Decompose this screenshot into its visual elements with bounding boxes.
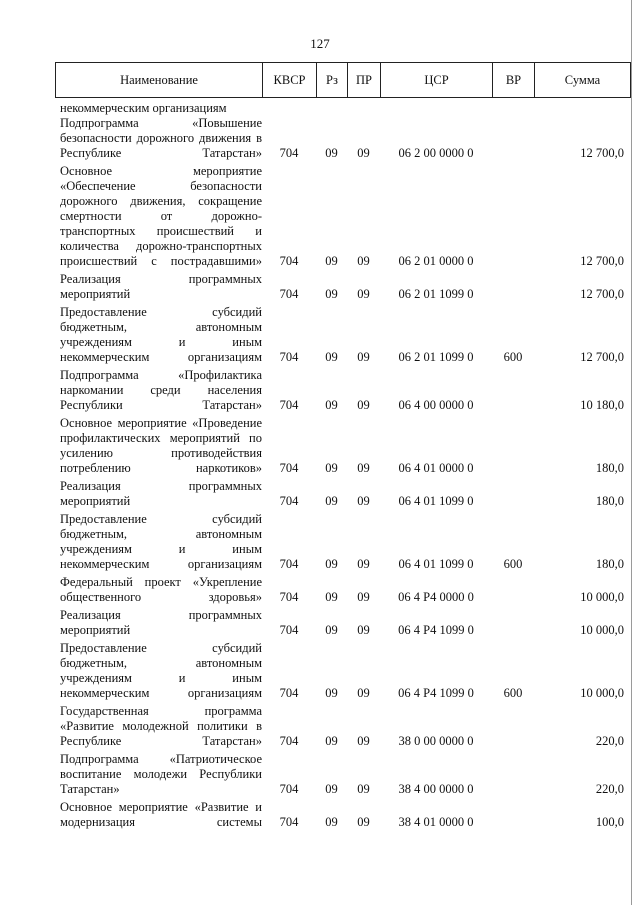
row-pr: 09 [357, 782, 370, 796]
table-row [55, 368, 630, 413]
table-row [55, 512, 630, 572]
header-csr: ЦСР [381, 63, 493, 98]
header-rz: Рз [317, 63, 348, 98]
row-rz: 09 [325, 686, 338, 700]
row-rz: 09 [325, 557, 338, 571]
row-pr: 09 [357, 686, 370, 700]
row-name: Реализация программных мероприятий [60, 272, 262, 301]
header-vr: ВР [493, 63, 535, 98]
row-name: Реализация программных мероприятий [60, 608, 262, 637]
row-kvsr: 704 [279, 734, 299, 748]
row-csr: 06 2 01 1099 0 [398, 287, 474, 301]
row-pr: 09 [357, 398, 370, 412]
row-rz: 09 [325, 494, 338, 508]
row-rz: 09 [325, 287, 338, 301]
row-pr: 09 [357, 557, 370, 571]
row-name: Предоставление субсидий бюджетным, автономным учреждениям и иным некоммерческим организациям [60, 305, 262, 364]
table-row [55, 704, 630, 749]
row-name: Основное мероприятие «Развитие и модернизация системы [60, 800, 262, 829]
row-sum: 220,0 [595, 782, 624, 796]
row-csr: 06 4 Р4 1099 0 [398, 623, 474, 637]
row-sum: 12 700,0 [580, 350, 624, 364]
row-kvsr: 704 [279, 398, 299, 412]
table-row [55, 641, 630, 701]
row-name: Федеральный проект «Укрепление общественного здоровья» [60, 575, 262, 604]
row-kvsr: 704 [279, 782, 299, 796]
row-kvsr: 704 [279, 146, 299, 160]
row-csr: 06 4 01 0000 0 [398, 461, 474, 475]
row-kvsr: 704 [279, 686, 299, 700]
row-pr: 09 [357, 350, 370, 364]
table-row [55, 752, 630, 797]
row-rz: 09 [325, 350, 338, 364]
table-row [55, 608, 630, 638]
row-vr: 600 [503, 350, 523, 364]
row-csr: 06 4 Р4 1099 0 [398, 686, 474, 700]
row-pr: 09 [357, 590, 370, 604]
row-rz: 09 [325, 146, 338, 160]
row-rz: 09 [325, 734, 338, 748]
row-rz: 09 [325, 590, 338, 604]
page-edge-rule [631, 0, 632, 905]
row-name: Подпрограмма «Профилактика наркомании среди населения Республики Татарстан» [60, 368, 262, 412]
row-sum: 180,0 [595, 557, 624, 571]
row-name: некоммерческим организациям [60, 101, 227, 115]
row-kvsr: 704 [279, 287, 299, 301]
table-row [55, 305, 630, 365]
row-name: Реализация программных мероприятий [60, 479, 262, 508]
table-body [55, 101, 630, 833]
row-csr: 38 4 00 0000 0 [398, 782, 474, 796]
row-kvsr: 704 [279, 623, 299, 637]
row-rz: 09 [325, 623, 338, 637]
row-sum: 10 180,0 [580, 398, 624, 412]
row-csr: 06 2 01 1099 0 [398, 350, 474, 364]
row-sum: 180,0 [595, 461, 624, 475]
row-vr: 600 [503, 557, 523, 571]
row-pr: 09 [357, 623, 370, 637]
row-pr: 09 [357, 254, 370, 268]
row-rz: 09 [325, 398, 338, 412]
row-sum: 12 700,0 [580, 254, 624, 268]
table-row [55, 272, 630, 302]
row-rz: 09 [325, 461, 338, 475]
table-row [55, 101, 630, 116]
row-rz: 09 [325, 815, 338, 829]
row-sum: 100,0 [595, 815, 624, 829]
table-row [55, 575, 630, 605]
row-sum: 220,0 [595, 734, 624, 748]
header-kvsr: КВСР [263, 63, 317, 98]
header-pr: ПР [348, 63, 381, 98]
row-kvsr: 704 [279, 254, 299, 268]
row-kvsr: 704 [279, 815, 299, 829]
row-name: Государственная программа «Развитие молодежной политики в Республике Татарстан» [60, 704, 262, 748]
row-pr: 09 [357, 287, 370, 301]
row-csr: 06 4 Р4 0000 0 [398, 590, 474, 604]
row-csr: 38 0 00 0000 0 [398, 734, 474, 748]
row-pr: 09 [357, 146, 370, 160]
row-csr: 06 4 01 1099 0 [398, 494, 474, 508]
row-csr: 06 2 00 0000 0 [398, 146, 474, 160]
table-row [55, 479, 630, 509]
row-csr: 06 4 01 1099 0 [398, 557, 474, 571]
row-sum: 12 700,0 [580, 287, 624, 301]
row-sum: 10 000,0 [580, 623, 624, 637]
row-csr: 38 4 01 0000 0 [398, 815, 474, 829]
row-name: Основное мероприятие «Обеспечение безопасности дорожного движения, сокращение смертности от дорожно-транспортных происшествий и количества дорожно-транспортных происшествий с пострадавшими» [60, 164, 262, 268]
table-row [55, 416, 630, 476]
header-sum: Сумма [535, 63, 631, 98]
row-name: Предоставление субсидий бюджетным, автономным учреждениям и иным некоммерческим организациям [60, 641, 262, 700]
row-kvsr: 704 [279, 557, 299, 571]
row-kvsr: 704 [279, 461, 299, 475]
table-row [55, 800, 630, 830]
row-kvsr: 704 [279, 590, 299, 604]
row-name: Предоставление субсидий бюджетным, автономным учреждениям и иным некоммерческим организациям [60, 512, 262, 571]
row-rz: 09 [325, 782, 338, 796]
row-csr: 06 4 00 0000 0 [398, 398, 474, 412]
table-row [55, 164, 630, 269]
row-sum: 180,0 [595, 494, 624, 508]
row-pr: 09 [357, 815, 370, 829]
row-kvsr: 704 [279, 494, 299, 508]
row-sum: 10 000,0 [580, 686, 624, 700]
row-name: Подпрограмма «Повышение безопасности дорожного движения в Республике Татарстан» [60, 116, 262, 160]
row-name: Подпрограмма «Патриотическое воспитание молодежи Республики Татарстан» [60, 752, 262, 796]
row-pr: 09 [357, 734, 370, 748]
table-header [55, 62, 631, 98]
row-pr: 09 [357, 494, 370, 508]
row-kvsr: 704 [279, 350, 299, 364]
row-name: Основное мероприятие «Проведение профилактических мероприятий по усилению противодействия потреблению наркотиков» [60, 416, 262, 475]
row-rz: 09 [325, 254, 338, 268]
header-name: Наименование [56, 63, 263, 98]
row-sum: 12 700,0 [580, 146, 624, 160]
row-vr: 600 [503, 686, 523, 700]
table-row [55, 116, 630, 161]
page-number: 127 [310, 36, 330, 51]
row-sum: 10 000,0 [580, 590, 624, 604]
row-pr: 09 [357, 461, 370, 475]
row-csr: 06 2 01 0000 0 [398, 254, 474, 268]
